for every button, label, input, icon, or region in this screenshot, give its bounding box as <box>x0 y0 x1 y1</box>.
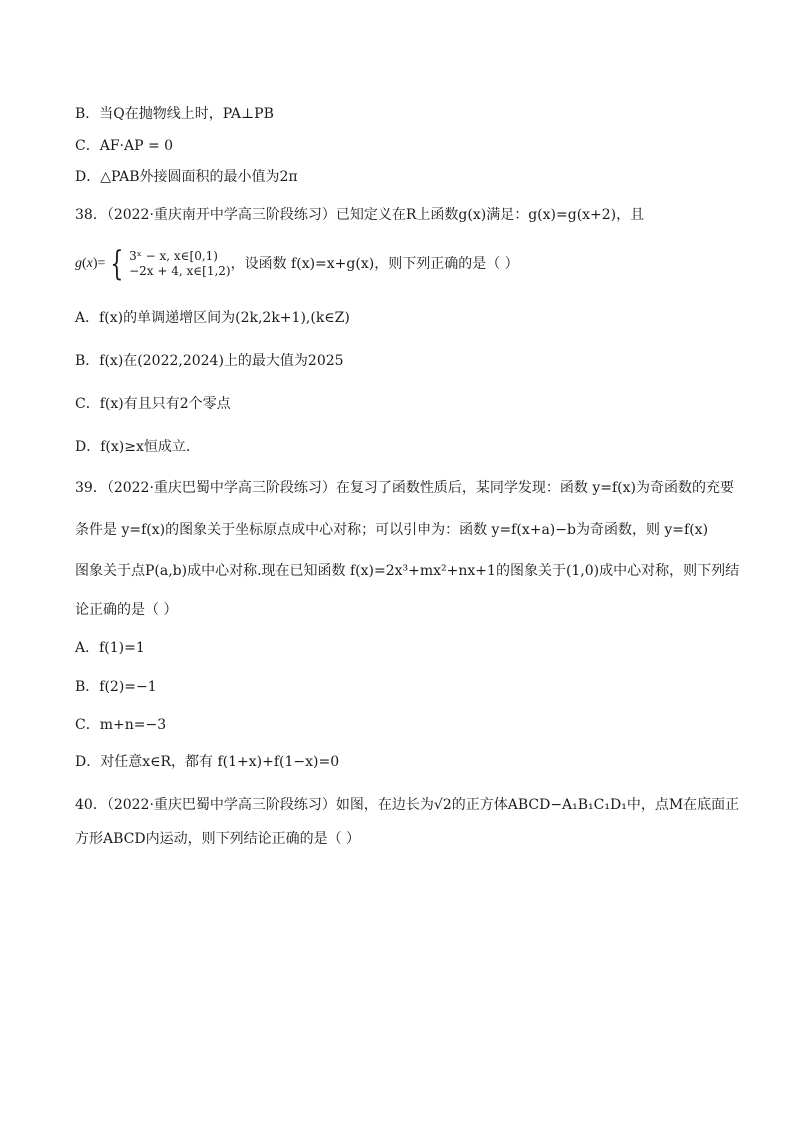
q38-piece-case2: −2x + 4, x∈[1,2) <box>129 264 231 278</box>
q38-brace: { <box>110 244 124 284</box>
q40-stem-line1: 40．（2022·重庆巴蜀中学高三阶段练习）如图，在边长为√2的正方体ABCD−A₁B₁C₁D₁中，点M在底面正 <box>75 797 740 813</box>
q38-option-c: C．f(x)有且只有2个零点 <box>75 396 231 412</box>
q38-stem-line2 <box>75 246 740 282</box>
q39-stem-line1: 39．（2022·重庆巴蜀中学高三阶段练习）在复习了函数性质后，某同学发现：函数 y=f(x)为奇函数的充要 <box>75 480 734 496</box>
q38-option-d: D．f(x)≥x恒成立. <box>75 439 191 455</box>
q37-option-d: D．△PAB外接圆面积的最小值为2π <box>75 169 298 185</box>
q38-option-a: A．f(x)的单调递增区间为(2k,2k+1),(k∈Z) <box>75 310 350 326</box>
q38-stem-line2-text: ，设函数 f(x)=x+g(x)，则下列正确的是（ ） <box>230 256 519 272</box>
q38-piece-case1: 3ˣ − x, x∈[0,1) <box>129 249 218 263</box>
q38-stem-line1: 38．（2022·重庆南开中学高三阶段练习）已知定义在R上函数g(x)满足：g(x)=g(x+2)，且 <box>75 207 645 223</box>
q40-stem-line2: 方形ABCD内运动，则下列结论正确的是（ ） <box>75 831 361 847</box>
q37-option-c: C．AF·AP = 0 <box>75 138 174 154</box>
q39-option-b: B．f(2)=−1 <box>75 679 157 695</box>
q39-option-a: A．f(1)=1 <box>75 640 145 656</box>
q37-option-b: B．当Q在抛物线上时，PA⊥PB <box>75 106 274 122</box>
q38-piecewise <box>129 249 231 279</box>
q39-stem-line3: 图象关于点P(a,b)成中心对称.现在已知函数 f(x)=2x³+mx²+nx+1的图象关于(1,0)成中心对称，则下列结 <box>75 563 740 579</box>
q39-option-c: C．m+n=−3 <box>75 717 167 733</box>
q39-stem-line2: 条件是 y=f(x)的图象关于坐标原点成中心对称；可以引申为：函数 y=f(x+a)−b为奇函数，则 y=f(x) <box>75 522 709 538</box>
q38-option-b: B．f(x)在(2022,2024)上的最大值为2025 <box>75 353 344 369</box>
q39-option-d: D．对任意x∈R，都有 f(1+x)+f(1−x)=0 <box>75 754 340 770</box>
q39-stem-line4: 论正确的是（ ） <box>75 602 178 618</box>
q38-g-of-x: g(x)= <box>75 256 106 271</box>
